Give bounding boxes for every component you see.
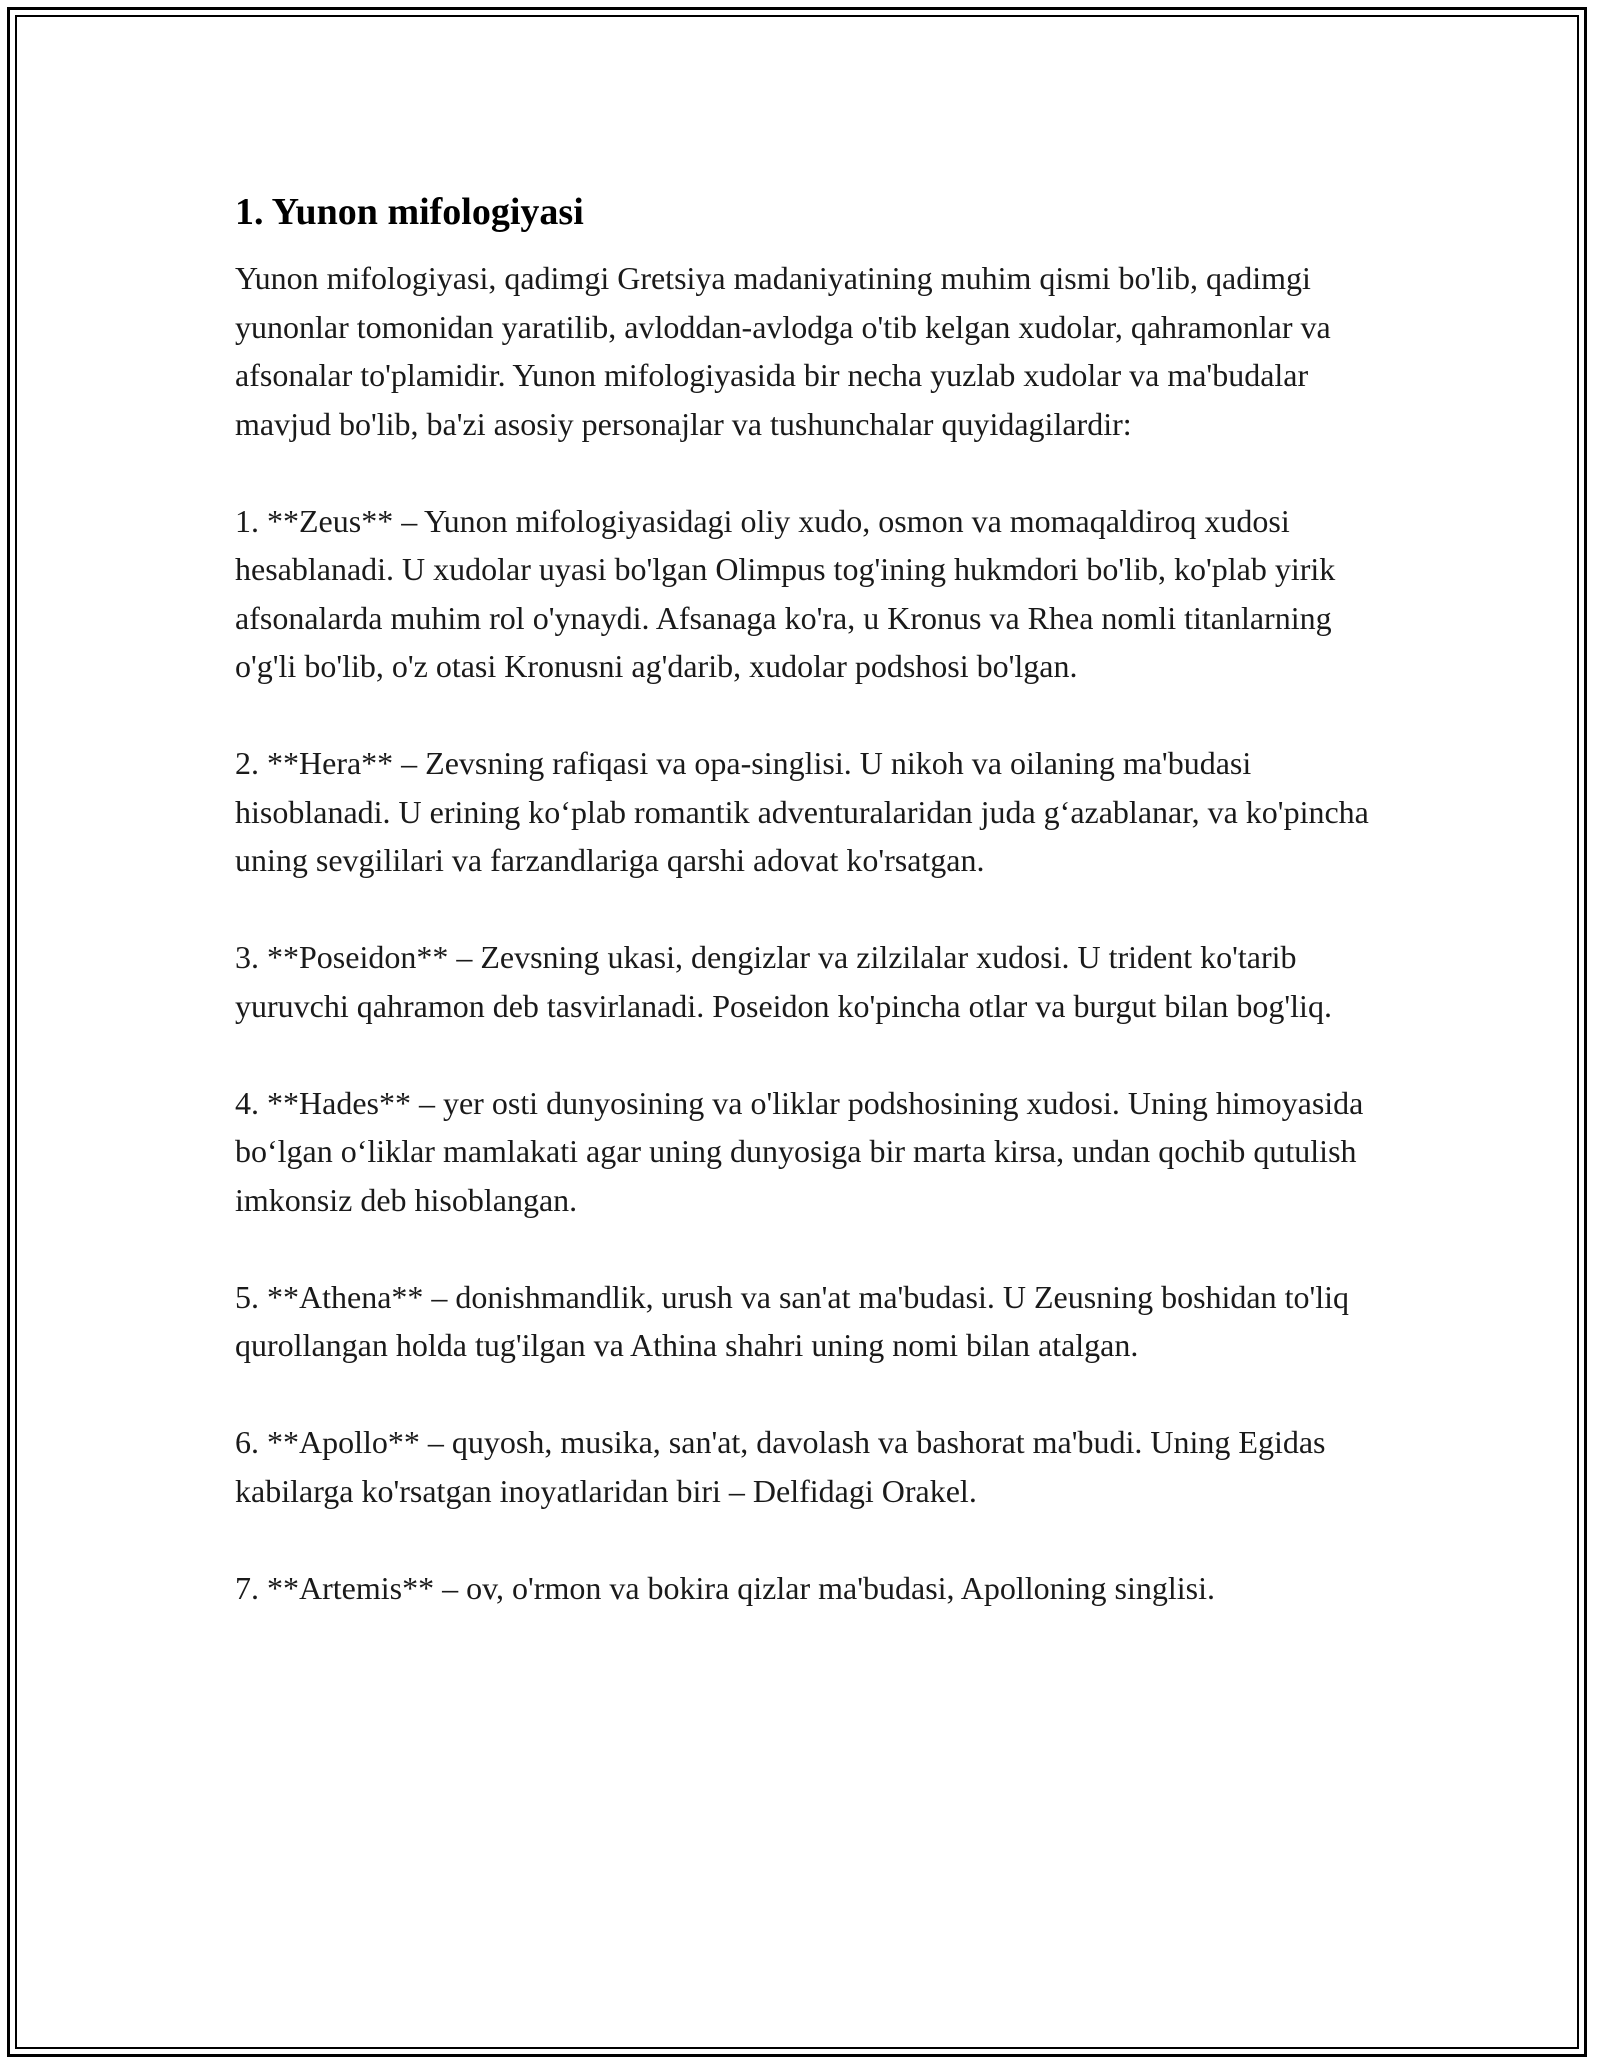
document-title: 1. Yunon mifologiyasi — [235, 191, 584, 233]
list-item-artemis: 7. **Artemis** – ov, o'rmon va bokira qizlar ma'budasi, Apolloning singlisi. — [235, 1569, 1216, 1606]
list-item-poseidon: 3. **Poseidon** – Zevsning ukasi, dengizlar va zilzilalar xudosi. U trident ko'tarib yuruvchi qahramon deb tasvirlanadi. Poseidon ko'pincha otlar va burgut bilan bog'liq. — [235, 939, 1332, 1024]
list-item-apollo: 6. **Apollo** – quyosh, musika, san'at, davolash va bashorat ma'budi. Uning Egidas kabilarga ko'rsatgan inoyatlaridan biri – Delfidagi Orakel. — [235, 1424, 1326, 1509]
list-item-hades: 4. **Hades** – yer osti dunyosining va o'liklar podshosining xudosi. Uning himoyasida bo‘lgan o‘liklar mamlakati agar uning dunyosiga bir marta kirsa, undan qochib qutulish imkonsiz deb hisoblangan. — [235, 1084, 1364, 1218]
list-item-athena: 5. **Athena** – donishmandlik, urush va san'at ma'budasi. U Zeusning boshidan to'liq qurollangan holda tug'ilgan va Athina shahri uning nomi bilan atalgan. — [235, 1278, 1350, 1363]
document-body — [235, 188, 1385, 1612]
list-item-hera: 2. **Hera** – Zevsning rafiqasi va opa-singlisi. U nikoh va oilaning ma'budasi hisoblanadi. U erining ko‘plab romantik adventuralaridan juda g‘azablanar, va ko'pincha uning sevgililari va farzandlariga qarshi adovat ko'rsatgan. — [235, 745, 1369, 878]
intro-paragraph: Yunon mifologiyasi, qadimgi Gretsiya madaniyatining muhim qismi bo'lib, qadimgi yunonlar tomonidan yaratilib, avloddan-avlodga o'tib kelgan xudolar, qahramonlar va afsonalar to'plamidir. Yunon mifologiyasida bir necha yuzlab xudolar va ma'budalar mavjud bo'lib, ba'zi asosiy personajlar va tushunchalar quyidagilardir: — [235, 260, 1331, 442]
list-item-zeus: 1. **Zeus** – Yunon mifologiyasidagi oliy xudo, osmon va momaqaldiroq xudosi hesablanadi. U xudolar uyasi bo'lgan Olimpus tog'ining hukmdori bo'lib, ko'plab yirik afsonalarda muhim rol o'ynaydi. Afsanaga ko'ra, u Kronus va Rhea nomli titanlarning o'g'li bo'lib, o'z otasi Kronusni ag'darib, xudolar podshosi bo'lgan. — [235, 502, 1336, 684]
